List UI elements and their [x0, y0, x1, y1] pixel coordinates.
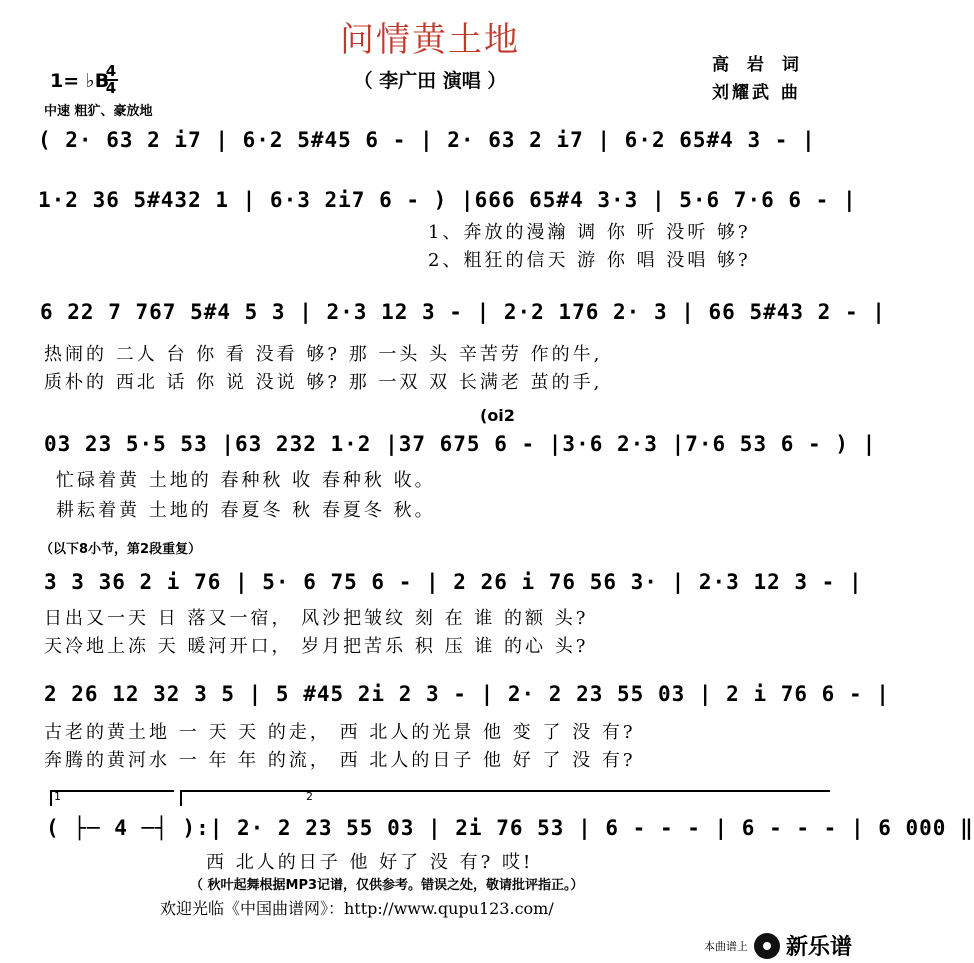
- logo-name: 新乐谱: [785, 935, 852, 960]
- lyricist-credit: 高 岩 词: [712, 55, 805, 75]
- lyric-row-2-verse-1: 1、奔放的漫瀚 调 你 听 没听 够?: [428, 222, 751, 243]
- lyric-row-6-verse-1: 古老的黄土地 一 天 天 的走， 西 北人的光景 他 变 了 没 有?: [44, 722, 636, 743]
- score-row-7: ( ├─ 4 ─┤ ):| 2· 2 23 55 03 | 2i 76 53 | 6 - - - | 6 - - - | 6 000 ‖: [46, 816, 974, 840]
- lyric-row-4-verse-2: 耕耘着黄 土地的 春夏冬 秋 春夏冬 秋。: [56, 500, 436, 521]
- site-welcome-link[interactable]: 欢迎光临《中国曲谱网》：http://www.qupu123.com/: [160, 899, 554, 918]
- score-row-1: ( 2· 63 2 i7 | 6·2 5#45 6 - | 2· 63 2 i7 | 6·2 65#4 3 - |: [38, 128, 816, 152]
- site-logo: [704, 930, 852, 961]
- tempo-marking: 中速 粗犷、豪放地: [44, 104, 153, 119]
- lyric-row-6-verse-2: 奔腾的黄河水 一 年 年 的流， 西 北人的日子 他 好 了 没 有?: [44, 750, 636, 771]
- lyric-row-4-verse-1: 忙碌着黄 土地的 春种秋 收 春种秋 收。: [56, 470, 436, 491]
- score-row-3: 6 22 7 767 5#4 5 3 | 2·3 12 3 - | 2·2 176 2· 3 | 66 5#43 2 - |: [40, 300, 886, 324]
- lyric-row-5-verse-1: 日出又一天 日 落又一宿， 风沙把皱纹 刻 在 谁 的额 头?: [44, 608, 589, 629]
- singer-credit: （ 李广田 演唱 ）: [353, 70, 507, 92]
- score-row-6: 2 26 12 32 3 5 | 5 #45 2i 2 3 - | 2· 2 23 55 03 | 2 i 76 6 - |: [44, 682, 890, 706]
- lyric-row-5-verse-2: 天冷地上冻 天 暖河开口， 岁月把苦乐 积 压 谁 的心 头?: [44, 636, 589, 657]
- score-row-4: 03 23 5·5 53 |63 232 1·2 |37 675 6 - |3·6 2·3 |7·6 53 6 - ) |: [44, 432, 877, 456]
- lyric-row-7: 西 北人的日子 他 好了 没 有? 哎!: [206, 852, 534, 873]
- logo-prefix: 本曲谱上: [703, 939, 748, 953]
- volta-bracket-2: [180, 790, 830, 806]
- time-sig-bottom: 4: [105, 79, 117, 97]
- triplet-mark: (oi2: [480, 406, 515, 425]
- disclaimer-note: （ 秋叶起舞根据MP3记谱，仅供参考。错误之处，敬请批评指正。）: [190, 878, 584, 893]
- repeat-note: （以下8小节，第2段重复）: [40, 542, 202, 557]
- time-sig-top: 4: [105, 62, 117, 80]
- song-title: 问情黄土地: [340, 20, 520, 60]
- volta-bracket-1: [50, 790, 174, 806]
- volta-1-label: 1: [54, 790, 61, 803]
- record-disc-icon: [754, 933, 780, 959]
- score-row-5: 3 3 36 2 i 76 | 5· 6 75 6 - | 2 26 i 76 56 3· | 2·3 12 3 - |: [44, 570, 863, 594]
- lyric-row-3-verse-1: 热闹的 二人 台 你 看 没看 够? 那 一头 头 辛苦劳 作的牛,: [44, 344, 603, 365]
- lyric-row-2-verse-2: 2、粗狂的信天 游 你 唱 没唱 够?: [428, 250, 751, 271]
- time-signature: [104, 64, 118, 96]
- volta-2-label: 2: [306, 790, 313, 803]
- lyric-row-3-verse-2: 质朴的 西北 话 你 说 没说 够? 那 一双 双 长满老 茧的手,: [44, 372, 603, 393]
- composer-credit: 刘耀武 曲: [712, 83, 801, 103]
- score-row-2: 1·2 36 5#432 1 | 6·3 2i7 6 - ) |666 65#4 3·3 | 5·6 7·6 6 - |: [38, 188, 857, 212]
- key-signature: 1= ♭B: [50, 70, 110, 92]
